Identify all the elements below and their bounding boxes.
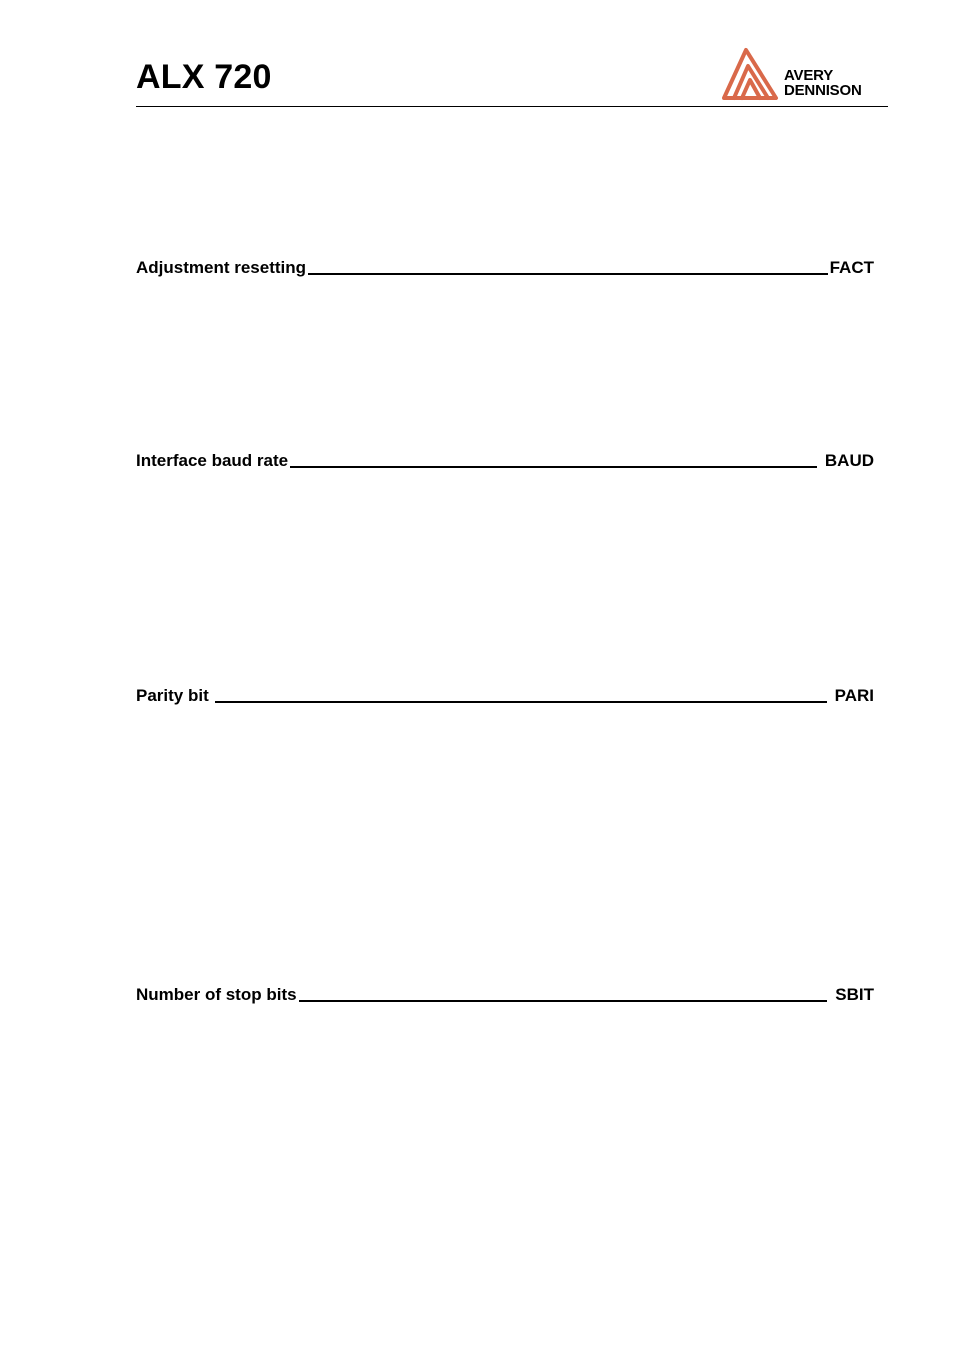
entry-label: Parity bit xyxy=(136,686,209,705)
header-divider xyxy=(136,106,888,107)
leader-line xyxy=(290,466,817,468)
entry-code: PARI xyxy=(834,686,874,705)
entry-interface-baud-rate xyxy=(136,451,874,471)
entry-adjustment-resetting xyxy=(136,258,874,278)
avery-dennison-mark-icon xyxy=(720,44,782,102)
leader-line xyxy=(215,701,827,703)
leader-line xyxy=(299,1000,828,1002)
entry-code: SBIT xyxy=(835,985,874,1004)
entry-label: Adjustment resetting xyxy=(136,258,307,277)
entry-number-of-stop-bits xyxy=(136,985,874,1005)
logo-line-dennison: DENNISON xyxy=(784,82,862,99)
logo-line-avery: AVERY xyxy=(784,67,834,84)
entry-code: FACT xyxy=(829,258,874,277)
document-title: ALX 720 xyxy=(136,58,272,96)
entry-label: Number of stop bits xyxy=(136,985,297,1004)
entry-label: Interface baud rate xyxy=(136,451,289,470)
entry-code: BAUD xyxy=(824,451,874,470)
avery-dennison-logo xyxy=(720,44,890,102)
leader-line xyxy=(308,273,828,275)
entry-parity-bit xyxy=(136,686,874,706)
logo-wordmark xyxy=(784,68,862,98)
